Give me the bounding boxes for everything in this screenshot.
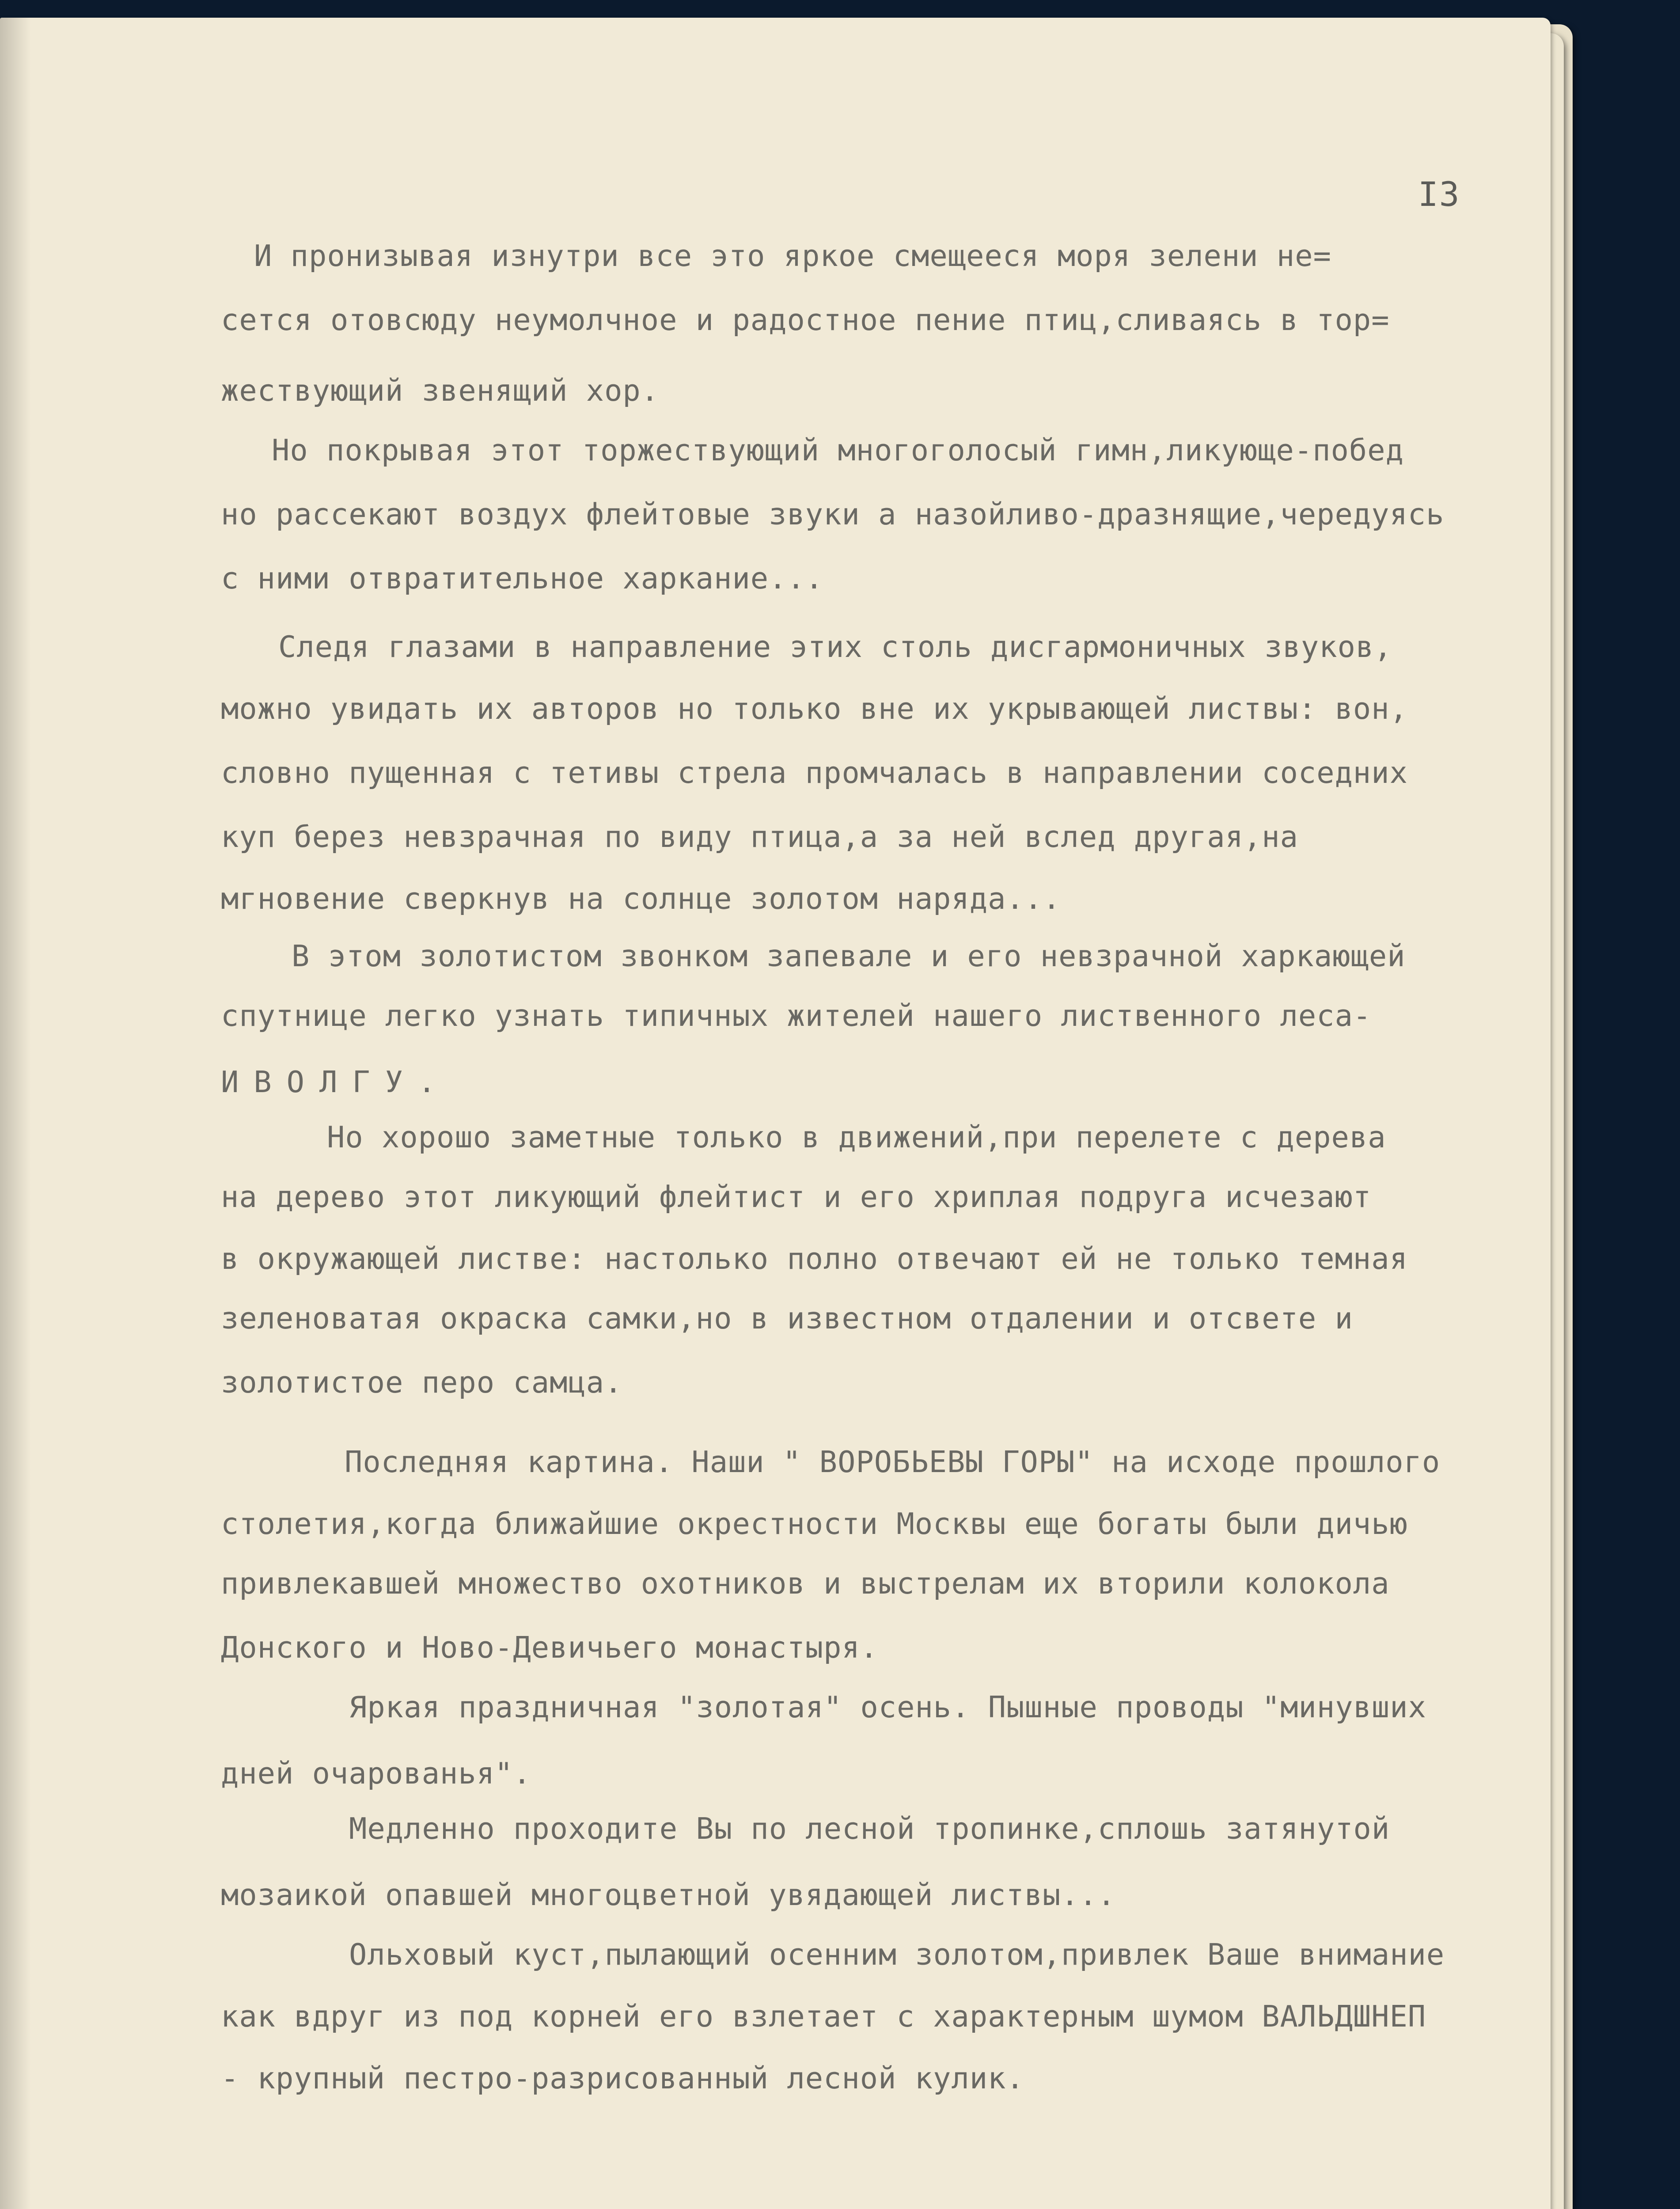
page-body (0, 18, 1551, 2209)
text-line: сется отовсюду неумолчное и радостное пение птиц,сливаясь в тор= (221, 303, 1390, 337)
text-line: столетия,когда ближайшие окрестности Москвы еще богаты были дичью (221, 1507, 1408, 1541)
text-line: куп берез невзрачная по виду птица,а за ней вслед другая,на (221, 820, 1298, 854)
text-line: на дерево этот ликующий флейтист и его хриплая подруга исчезают (221, 1180, 1372, 1214)
text-line: как вдруг из под корней его взлетает с характерным шумом ВАЛЬДШНЕП (221, 1999, 1426, 2034)
text-line: можно увидать их авторов но только вне их укрывающей листвы: вон, (221, 691, 1408, 726)
text-line: В этом золотистом звонком запевале и его невзрачной харкающей (292, 939, 1406, 973)
text-line: Ольховый куст,пылающий осенним золотом,привлек Ваше внимание (349, 1937, 1445, 1972)
text-line: золотистое перо самца. (221, 1365, 623, 1400)
text-line: И пронизывая изнутри все это яркое смещееся моря зелени не= (254, 239, 1331, 273)
text-line: зеленоватая окраска самки,но в известном отдалении и отсвете и (221, 1301, 1353, 1336)
text-line: жествующий звенящий хор. (221, 373, 660, 408)
text-line: Но покрывая этот торжествующий многоголосый гимн,ликующе-побед (272, 433, 1404, 467)
text-line: Донского и Ново-Девичьего монастыря. (221, 1630, 879, 1665)
text-line: Следя глазами в направление этих столь дисгармоничных звуков, (278, 630, 1392, 664)
text-line: в окружающей листве: настолько полно отвечают ей не только темная (221, 1241, 1408, 1276)
text-line: Но хорошо заметные только в движений,при перелете с дерева (327, 1120, 1386, 1154)
page-number: I3 (1418, 175, 1460, 214)
text-line: Последняя картина. Наши " ВОРОБЬЕВЫ ГОРЫ" на исходе прошлого (345, 1445, 1441, 1479)
text-line: привлекавшей множество охотников и выстрелам их вторили колокола (221, 1566, 1390, 1601)
text-line: Медленно проходите Вы по лесной тропинке,сплошь затянутой (349, 1811, 1390, 1846)
text-line: мозаикой опавшей многоцветной увядающей листвы... (221, 1878, 1116, 1912)
text-line: мгновение сверкнув на солнце золотом наряда... (221, 881, 1061, 916)
text-line: но рассекают воздух флейтовые звуки а назойливо-дразнящие,чередуясь (221, 497, 1445, 531)
text-line: спутнице легко узнать типичных жителей нашего лиственного леса- (221, 998, 1372, 1033)
text-line: с ними отвратительное харкание... (221, 561, 824, 596)
typewritten-page (0, 18, 1551, 2209)
text-line: - крупный пестро-разрисованный лесной кулик. (221, 2061, 1024, 2095)
text-line: Яркая праздничная "золотая" осень. Пышные проводы "минувших (349, 1690, 1426, 1724)
text-line-species-name: ИВОЛГУ. (221, 1065, 451, 1099)
text-line: словно пущенная с тетивы стрела промчалась в направлении соседних (221, 755, 1408, 790)
text-line: дней очарованья". (221, 1756, 531, 1791)
